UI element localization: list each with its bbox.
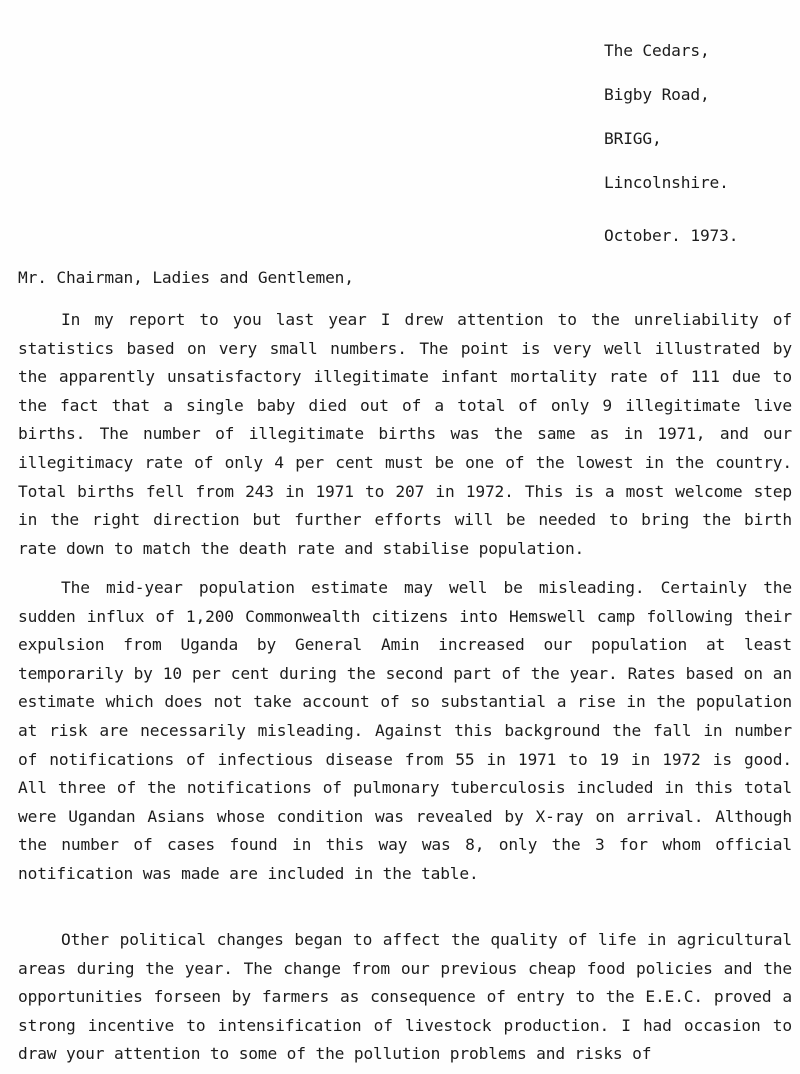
body-paragraph: Other political changes began to affect the quality of life in agricultural areas during the year. The change from our previous cheap food policies and the opportunities forseen by farmers as consequence of entry to the E.E.C. proved a strong incentive to intensification of livestock production. I had occasion to draw your attention to some of the pollution problems and risks of	[18, 930, 792, 1064]
address-line: Lincolnshire.	[604, 173, 729, 192]
body-paragraph: In my report to you last year I drew attention to the unreliability of statistics based on very small numbers. The point is very well illustrated by the apparently unsatisfactory illegitimate infant mortality rate of 111 due to the fact that a single baby died out of a total of only 9 illegitimate live births. The number of illegitimate births was the same as in 1971, and our illegitimacy rate of only 4 per cent must be one of the lowest in the country. Total births fell from 243 in 1971 to 207 in 1972. This is a most welcome step in the right direction but further efforts will be needed to bring the birth rate down to match the death rate and stabilise population.	[18, 310, 792, 558]
address-line: Bigby Road,	[604, 85, 710, 104]
address-line: BRIGG,	[604, 129, 662, 148]
letter-date: October. 1973.	[604, 226, 739, 245]
address-line: The Cedars,	[604, 41, 710, 60]
body-paragraph: The mid-year population estimate may well be misleading. Certainly the sudden influx of 1,200 Commonwealth citizens into Hemswell camp following their expulsion from Uganda by General Amin increased our population at least temporarily by 10 per cent during the second part of the year. Rates based on an estimate which does not take account of so substantial a rise in the population at risk are necessarily misleading. Against this background the fall in number of notifications of infectious disease from 55 in 1971 to 19 in 1972 is good. All three of the notifications of pulmonary tuberculosis included in this total were Ugandan Asians whose condition was revealed by X-ray on arrival. Although the number of cases found in this way was 8, only the 3 for whom official notification was made are included in the table.	[18, 578, 792, 883]
sender-address	[604, 40, 729, 216]
salutation: Mr. Chairman, Ladies and Gentlemen,	[18, 268, 354, 287]
